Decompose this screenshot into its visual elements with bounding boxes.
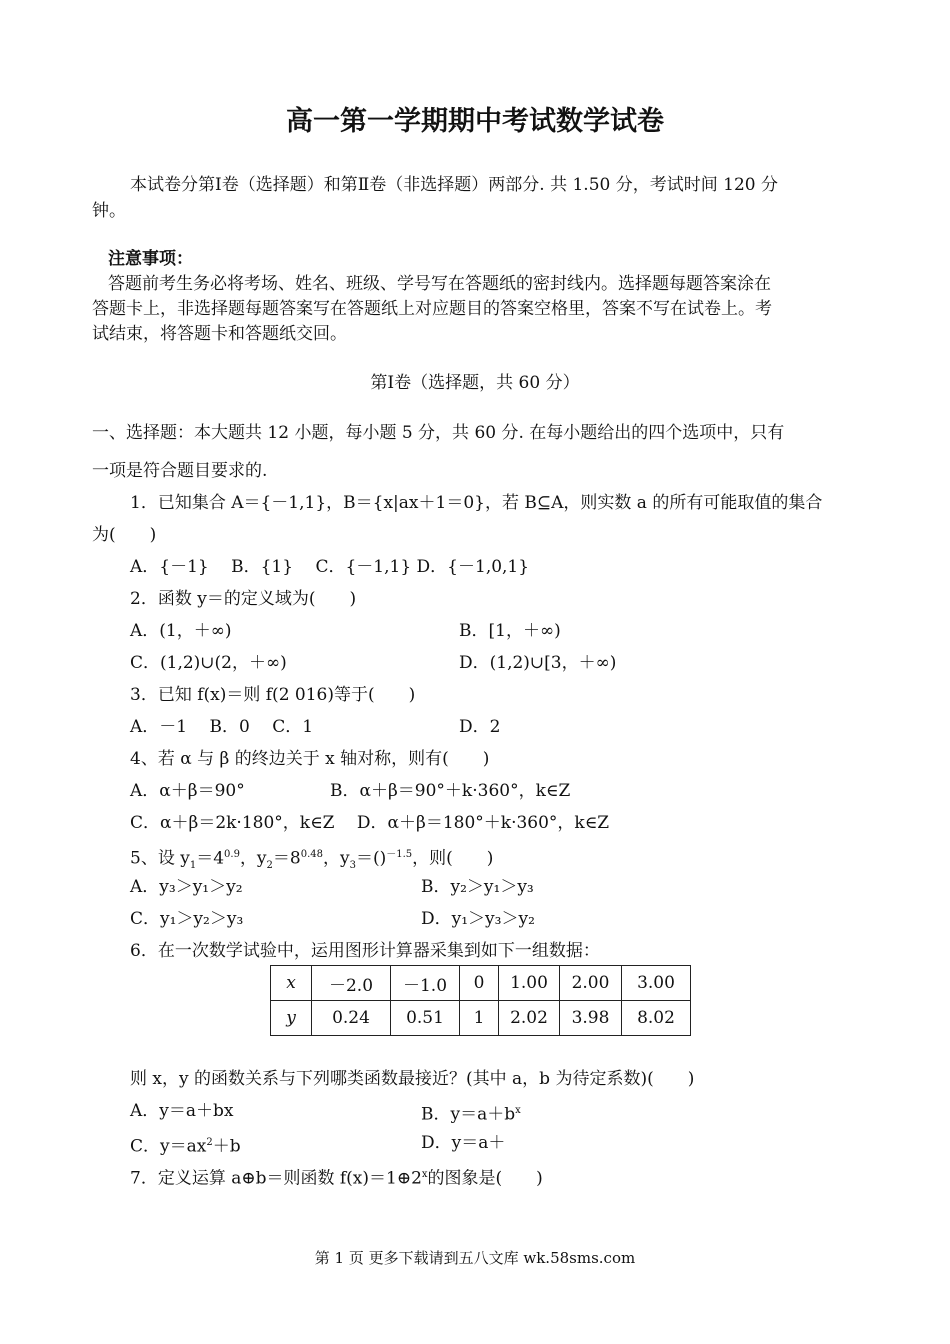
q5-option-b: B．y₂＞y₁＞y₃ <box>421 877 534 897</box>
notice-heading: 注意事项： <box>108 249 193 269</box>
q6-option-a: A．y＝a＋bx <box>130 1101 234 1121</box>
table-cell: 8.02 <box>622 1001 691 1036</box>
q4-stem: 4、若 α 与 β 的终边关于 x 轴对称，则有( ) <box>130 749 490 769</box>
q6-stem: 6．在一次数学试验中，运用图形计算器采集到如下一组数据： <box>130 941 600 961</box>
table-cell: 1 <box>460 1001 499 1036</box>
q2-option-a: A．(1，＋∞) <box>130 621 232 641</box>
table-row <box>271 966 691 1001</box>
notice-line-1: 答题前考生务必将考场、姓名、班级、学号写在答题纸的密封线内。选择题每题答案涂在 <box>108 274 771 294</box>
table-cell: 2.00 <box>560 966 622 1001</box>
table-cell: 0 <box>460 966 499 1001</box>
intro-line-2: 钟。 <box>92 201 126 221</box>
q3-options-abc: A．－1 B．0 C．1 <box>130 717 314 737</box>
section-instruction-1: 一、选择题：本大题共 12 小题，每小题 5 分，共 60 分. 在每小题给出的四个选项中，只有 <box>92 423 785 443</box>
q2-stem: 2．函数 y＝的定义域为( ) <box>130 589 357 609</box>
q3-option-d: D．2 <box>459 717 501 737</box>
q6-option-d: D．y＝a＋ <box>421 1133 506 1153</box>
intro-line-1: 本试卷分第Ⅰ卷（选择题）和第Ⅱ卷（非选择题）两部分. 共 1.50 分，考试时间 120 分 <box>130 175 778 195</box>
table-cell: x <box>271 966 312 1001</box>
section-heading: 第Ⅰ卷（选择题，共 60 分） <box>370 373 580 393</box>
table-cell: －2.0 <box>312 966 391 1001</box>
q1-stem-1: 1．已知集合 A＝{－1,1}，B＝{x|ax＋1＝0}，若 B⊆A，则实数 a 的所有可能取值的集合 <box>130 493 823 513</box>
q6-question: 则 x，y 的函数关系与下列哪类函数最接近？(其中 a，b 为待定系数)( ) <box>130 1069 695 1089</box>
q4-option-b: B．α＋β＝90°＋k·360°，k∈Z <box>330 781 571 801</box>
q1-stem-2: 为( ) <box>92 525 157 545</box>
q2-option-d: D．(1,2)∪[3，＋∞) <box>459 653 617 673</box>
table-row <box>271 1001 691 1036</box>
page-title: 高一第一学期期中考试数学试卷 <box>286 106 664 137</box>
q6-option-c: C．$y=ax^2+b$ <box>130 1136 241 1157</box>
q6-option-b: B．$y=a+b^x$ <box>421 1104 521 1125</box>
table-cell: 2.02 <box>499 1001 560 1036</box>
table-cell: 0.24 <box>312 1001 391 1036</box>
q2-option-b: B．[1，＋∞) <box>459 621 561 641</box>
table-cell: 3.98 <box>560 1001 622 1036</box>
q5-option-c: C．y₁＞y₂＞y₃ <box>130 909 244 929</box>
page-footer: 第 1 页 更多下载请到五八文库 wk.58sms.com <box>314 1249 636 1267</box>
q5-option-a: A．y₃＞y₁＞y₂ <box>130 877 243 897</box>
table-cell: 3.00 <box>622 966 691 1001</box>
q3-stem: 3．已知 f(x)＝则 f(2 016)等于( ) <box>130 685 416 705</box>
q4-options-cd: C．α＋β＝2k·180°，k∈Z D．α＋β＝180°＋k·360°，k∈Z <box>130 813 610 833</box>
table-cell: 1.00 <box>499 966 560 1001</box>
q6-data-table <box>270 965 691 1036</box>
q5-option-d: D．y₁＞y₃＞y₂ <box>421 909 535 929</box>
q7-stem: 7．定义运算 a⊕b＝则函数 $f(x)=1\oplus 2^x$的图象是( ) <box>130 1168 543 1189</box>
notice-line-3: 试结束，将答题卡和答题纸交回。 <box>92 324 347 344</box>
table-cell: 0.51 <box>391 1001 460 1036</box>
q4-option-a: A．α＋β＝90° <box>130 781 245 801</box>
q2-option-c: C．(1,2)∪(2，＋∞) <box>130 653 287 673</box>
notice-line-2: 答题卡上，非选择题每题答案写在答题纸上对应题目的答案空格里，答案不写在试卷上。考 <box>92 299 772 319</box>
q1-options: A．{－1} B．{1} C．{－1,1} D．{－1,0,1} <box>130 557 530 577</box>
table-cell: y <box>271 1001 312 1036</box>
table-cell: －1.0 <box>391 966 460 1001</box>
section-instruction-2: 一项是符合题目要求的. <box>92 461 268 481</box>
q5-stem: 5、设 $y_1=4^{0.9}$，$y_2=8^{0.48}$，$y_3=()^{-1.5}$，则( ) <box>130 848 494 872</box>
